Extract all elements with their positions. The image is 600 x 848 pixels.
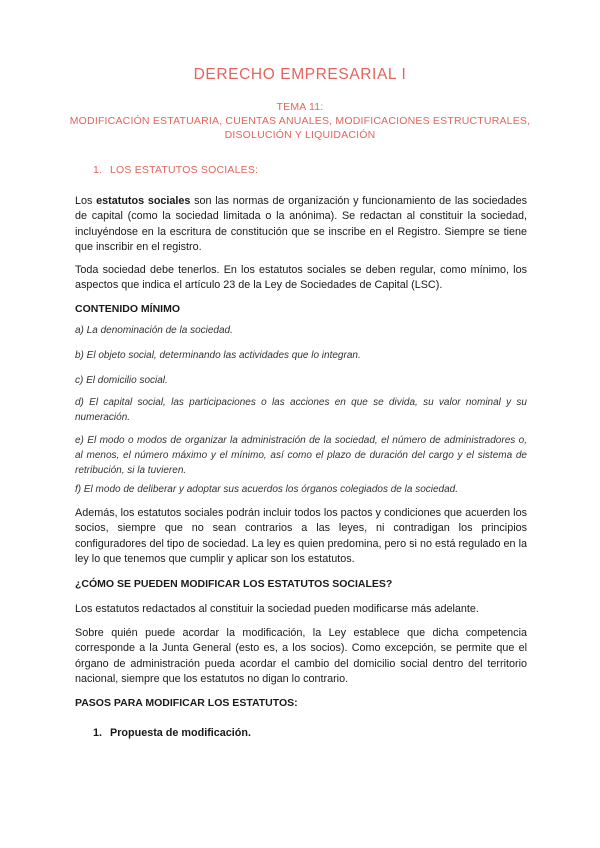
list-item: e) El modo o modos de organizar la administración de la sociedad, el número de administradores o, al menos, el número máximo y el mínimo, así como el plazo de duración del cargo y el sistema de retribución, si la tuvieren.: [75, 435, 527, 476]
topic-subtitle-line2: DISOLUCIÓN Y LIQUIDACIÓN: [224, 129, 376, 141]
list-item: d) El capital social, las participaciones o las acciones en que se divida, su valor nominal y su numeración.: [75, 397, 527, 423]
list-item: c) El domicilio social.: [75, 375, 168, 386]
paragraph-2: Toda sociedad debe tenerlos. En los estatutos sociales se deben regular, como mínimo, los aspectos que indica el artículo 23 de la Ley de Sociedades de Capital (LSC).: [75, 264, 527, 292]
document-title: DERECHO EMPRESARIAL I: [193, 66, 407, 83]
step-label: Propuesta de modificación.: [110, 727, 251, 739]
topic-subtitle-line1: MODIFICACIÓN ESTATUARIA, CUENTAS ANUALES, MODIFICACIONES ESTRUCTURALES,: [69, 115, 531, 127]
intro-paragraph: Los estatutos sociales son las normas de organización y funcionamiento de las sociedades de capital (como la sociedad limitada o la anónima). Se redactan al constituir la sociedad, incluyéndose en la escritura de constitución que se inscribe en el Registro. Siempre se tiene que inscribir en el registro.: [75, 195, 527, 254]
step-number: 1.: [93, 727, 103, 739]
list-item: b) El objeto social, determinando las actividades que lo integran.: [75, 350, 361, 361]
contenido-minimo-heading: CONTENIDO MÍNIMO: [75, 303, 180, 315]
section-number: 1.: [93, 164, 103, 176]
list-item: f) El modo de deliberar y adoptar sus acuerdos los órganos colegiados de la sociedad.: [75, 484, 459, 495]
pasos-heading: PASOS PARA MODIFICAR LOS ESTATUTOS:: [75, 697, 298, 709]
paragraph-3: Además, los estatutos sociales podrán incluir todos los pactos y condiciones que acuerden los socios, siempre que no sean contrarios a las leyes, ni contradigan los principios configuradores del tipo de sociedad. La ley es quien predomina, pero si no está regulado en la ley lo que tenemos que cumplir y aplicar son los estatutos.: [75, 507, 527, 566]
modificar-heading: ¿CÓMO SE PUEDEN MODIFICAR LOS ESTATUTOS SOCIALES?: [75, 578, 393, 590]
list-item: a) La denominación de la sociedad.: [75, 325, 233, 336]
topic-label: TEMA 11:: [276, 101, 324, 113]
estatutos-sociales-term: estatutos sociales: [96, 195, 191, 207]
modificar-paragraph-1: Los estatutos redactados al constituir la sociedad pueden modificarse más adelante.: [75, 603, 479, 615]
section-title: LOS ESTATUTOS SOCIALES:: [110, 164, 259, 176]
modificar-paragraph-2: Sobre quién puede acordar la modificación, la Ley establece que dicha competencia corresponde a la Junta General (esto es, a los socios). Como excepción, se permite que el órgano de administración pueda acordar el cambio del domicilio social dentro del territorio nacional, siempre que los estatutos no digan lo contrario.: [75, 627, 527, 686]
